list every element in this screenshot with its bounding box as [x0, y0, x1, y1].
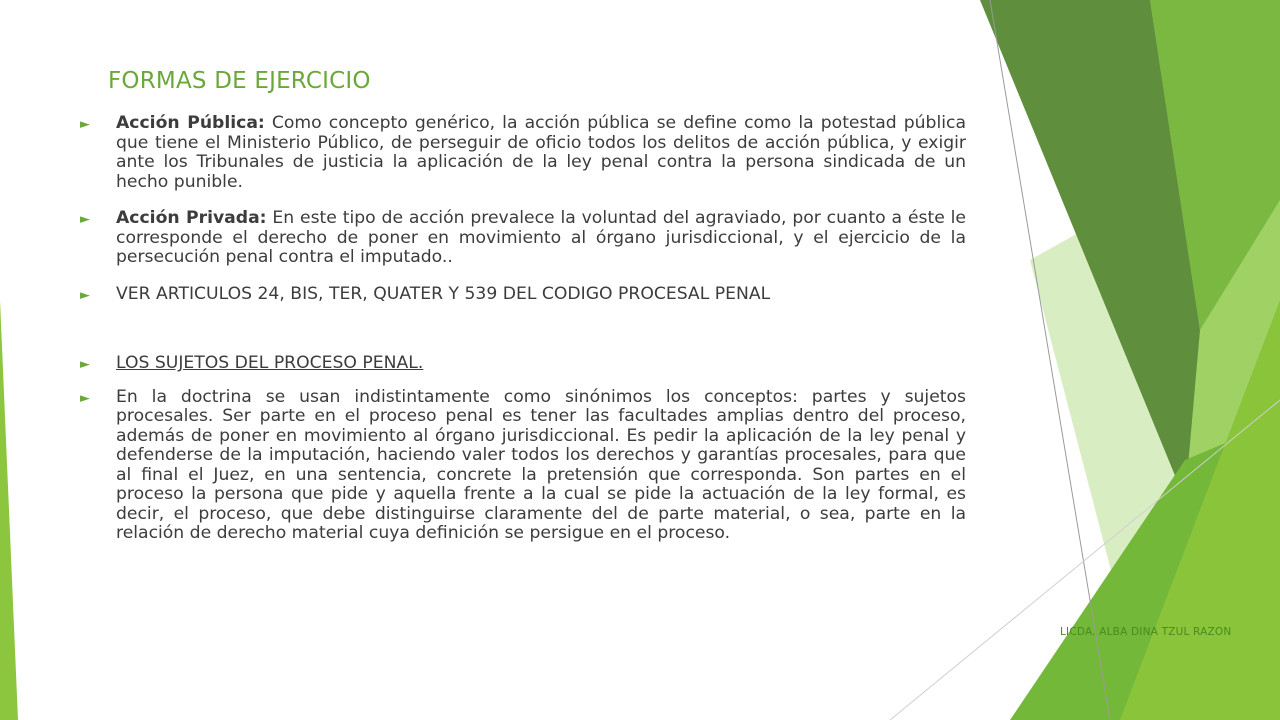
left-green-stripe — [0, 300, 18, 720]
footer-author: LICDA. ALBA DINA TZUL RAZON — [1060, 626, 1232, 638]
bullet-ver-articulos — [80, 285, 966, 305]
slide-title: FORMAS DE EJERCICIO — [108, 68, 371, 94]
bullet-accion-publica — [80, 114, 966, 192]
bullet-lead: Acción Pública: — [116, 113, 265, 133]
bullet-text: VER ARTICULOS 24, BIS, TER, QUATER Y 539 DEL CODIGO PROCESAL PENAL — [116, 283, 771, 304]
bullet-text: En la doctrina se usan indistintamente como sinónimos los conceptos: partes y sujetos procesales. Ser parte en el proceso penal es tener las facultades amplias dentro del proceso, además de poner en movimiento al órgano jurisdiccional. Es pedir la aplicación de la ley penal y defenderse de la imputación, haciendo valer todos los derechos y garantías procesales, para que al final el Juez, en una sentencia, concrete la pretensión que corresponda. Son partes en el proceso la persona que pide y aquella frente a la cual se pide la actuación de la ley formal, es decir, el proceso, que debe distinguirse claramente del de parte material, o sea, parte en la relación de derecho material cuya definición se persigue en el proceso. — [116, 386, 966, 543]
bullet-text: LOS SUJETOS DEL PROCESO PENAL. — [116, 353, 424, 373]
arrow-bullet-icon: ► — [80, 287, 90, 303]
arrow-bullet-icon: ► — [80, 212, 90, 227]
bullet-lead: Acción Privada: — [116, 208, 267, 228]
bullet-sujetos-heading — [80, 354, 966, 374]
bullet-accion-privada — [80, 209, 966, 268]
bullet-text: Como concepto genérico, la acción pública se define como la potestad pública que tiene el Ministerio Público, de perseguir de oficio todos los delitos de acción pública, y exigir ante los Tribunales de justicia la aplicación de la ley penal contra la persona sindicada de un hecho punible. — [116, 113, 966, 192]
bullet-text: En este tipo de acción prevalece la voluntad del agraviado, por cuanto a éste le corresponde el derecho de poner en movimiento al órgano jurisdiccional, y el ejercicio de la persecución penal contra el imputado.. — [116, 208, 967, 267]
arrow-bullet-icon: ► — [80, 117, 90, 132]
bullet-doctrina — [80, 388, 966, 544]
slide-content — [80, 114, 966, 544]
arrow-bullet-icon: ► — [80, 390, 90, 406]
arrow-bullet-icon: ► — [80, 357, 90, 372]
